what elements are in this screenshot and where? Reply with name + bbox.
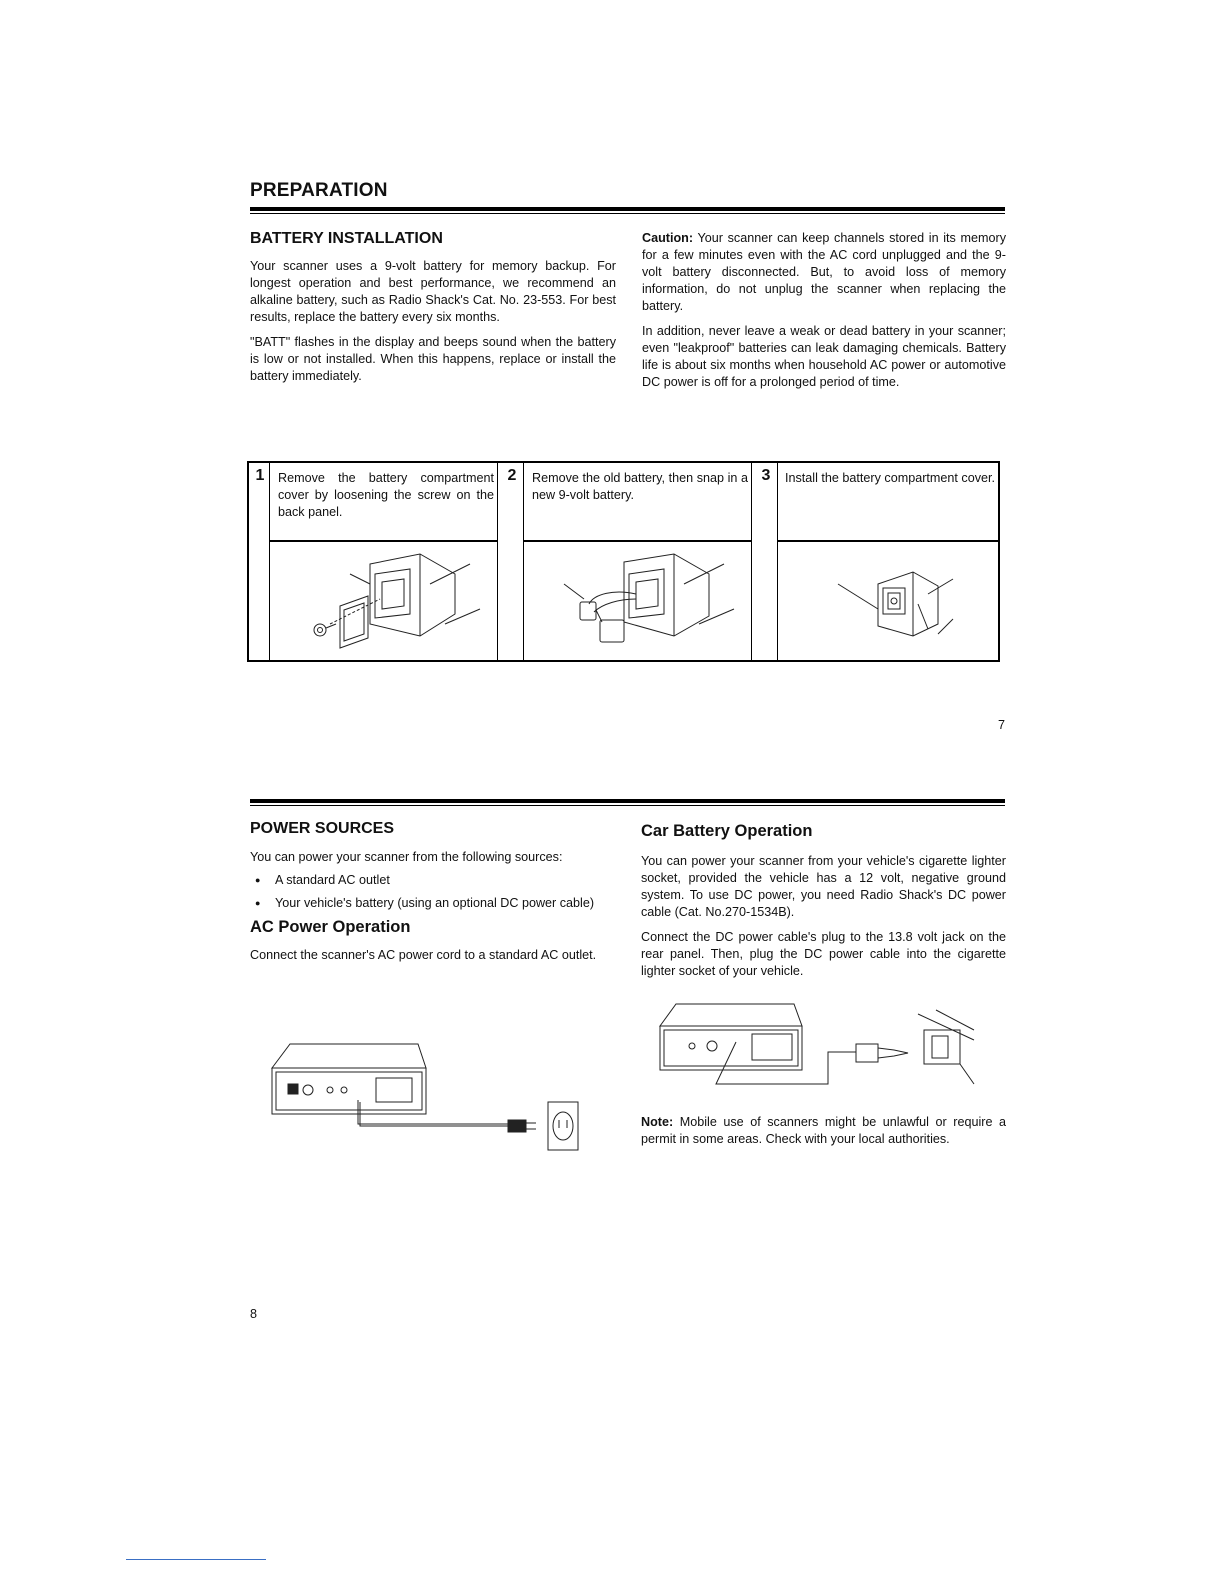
page-top-rule-thin — [250, 805, 1005, 806]
batt-warning-paragraph: "BATT" flashes in the display and beeps sound when the battery is low or not installed. When this happens, replace or install the battery immediately. — [250, 335, 616, 383]
list-item: ● Your vehicle's battery (using an optional DC power cable) — [250, 895, 615, 912]
note-block — [641, 1114, 1006, 1156]
ac-power-illustration — [268, 1040, 588, 1160]
car-battery-paragraph: Connect the DC power cable's plug to the 13.8 volt jack on the rear panel. Then, plug the DC power cable into the cigarette lighter socket of your vehicle. — [641, 930, 1006, 978]
addition-paragraph: In addition, never leave a weak or dead battery in your scanner; even "leakproof" batteries can leak damaging chemicals. Battery life is about six months when household AC power or automotive DC power is off for a prolonged period of time. — [642, 324, 1006, 389]
remove-cover-illustration — [270, 544, 497, 660]
caution-text: Your scanner can keep channels stored in its memory for a few minutes even with the AC cord unplugged and the 9-volt battery disconnected. But, to avoid loss of memory information, do not unplug the scanner when replacing the battery. — [642, 231, 1006, 313]
list-item: ● A standard AC outlet — [250, 872, 615, 889]
caution-label: Caution: — [642, 231, 694, 245]
battery-steps-table — [247, 461, 1000, 662]
car-battery-column — [641, 822, 1006, 988]
power-sources-list — [250, 872, 615, 912]
power-sources-column — [250, 820, 615, 972]
caution-column — [642, 230, 1006, 399]
step-2-text: Remove the old battery, then snap in a new 9-volt battery. — [532, 471, 748, 502]
step-1-text: Remove the battery compartment cover by loosening the screw on the back panel. — [278, 471, 494, 519]
replace-battery-illustration — [524, 544, 751, 660]
note-text: Mobile use of scanners might be unlawful or require a permit in some areas. Check with your local authorities. — [641, 1115, 1006, 1146]
page-top-rule — [250, 799, 1005, 803]
step-number: 1 — [255, 467, 265, 484]
car-battery-illustration — [656, 1000, 986, 1100]
car-battery-heading: Car Battery Operation — [641, 822, 813, 840]
power-sources-intro: You can power your scanner from the following sources: — [250, 850, 563, 864]
section-title: PREPARATION — [250, 180, 388, 201]
car-battery-paragraph: You can power your scanner from your vehicle's cigarette lighter socket, provided the vehicle has a 12 volt, negative ground system. To use DC power, you need Radio Shack's DC power cable (Cat. No.270-1534B). — [641, 854, 1006, 919]
page-number: 8 — [250, 1307, 258, 1321]
step-number: 2 — [507, 467, 517, 484]
note-label: Note: — [641, 1115, 674, 1129]
ac-power-heading: AC Power Operation — [250, 918, 411, 936]
battery-paragraph: Your scanner uses a 9-volt battery for memory backup. For longest operation and best performance, we recommend an alkaline battery, such as Radio Shack's Cat. No. 23-553. For best results, replace the battery every six months. — [250, 259, 616, 324]
power-sources-heading: POWER SOURCES — [250, 820, 395, 837]
install-cover-illustration — [778, 544, 998, 660]
caution-paragraph — [642, 230, 1006, 315]
step-3-text: Install the battery compartment cover. — [785, 471, 995, 485]
section-rule — [250, 207, 1005, 211]
battery-installation-column — [250, 230, 616, 393]
note-paragraph — [641, 1114, 1006, 1148]
page-number: 7 — [998, 718, 1006, 732]
battery-installation-heading: BATTERY INSTALLATION — [250, 230, 443, 247]
section-rule-thin — [250, 213, 1005, 214]
ac-power-text: Connect the scanner's AC power cord to a standard AC outlet. — [250, 948, 597, 962]
step-number: 3 — [761, 467, 771, 484]
footnote-separator — [126, 1559, 266, 1560]
